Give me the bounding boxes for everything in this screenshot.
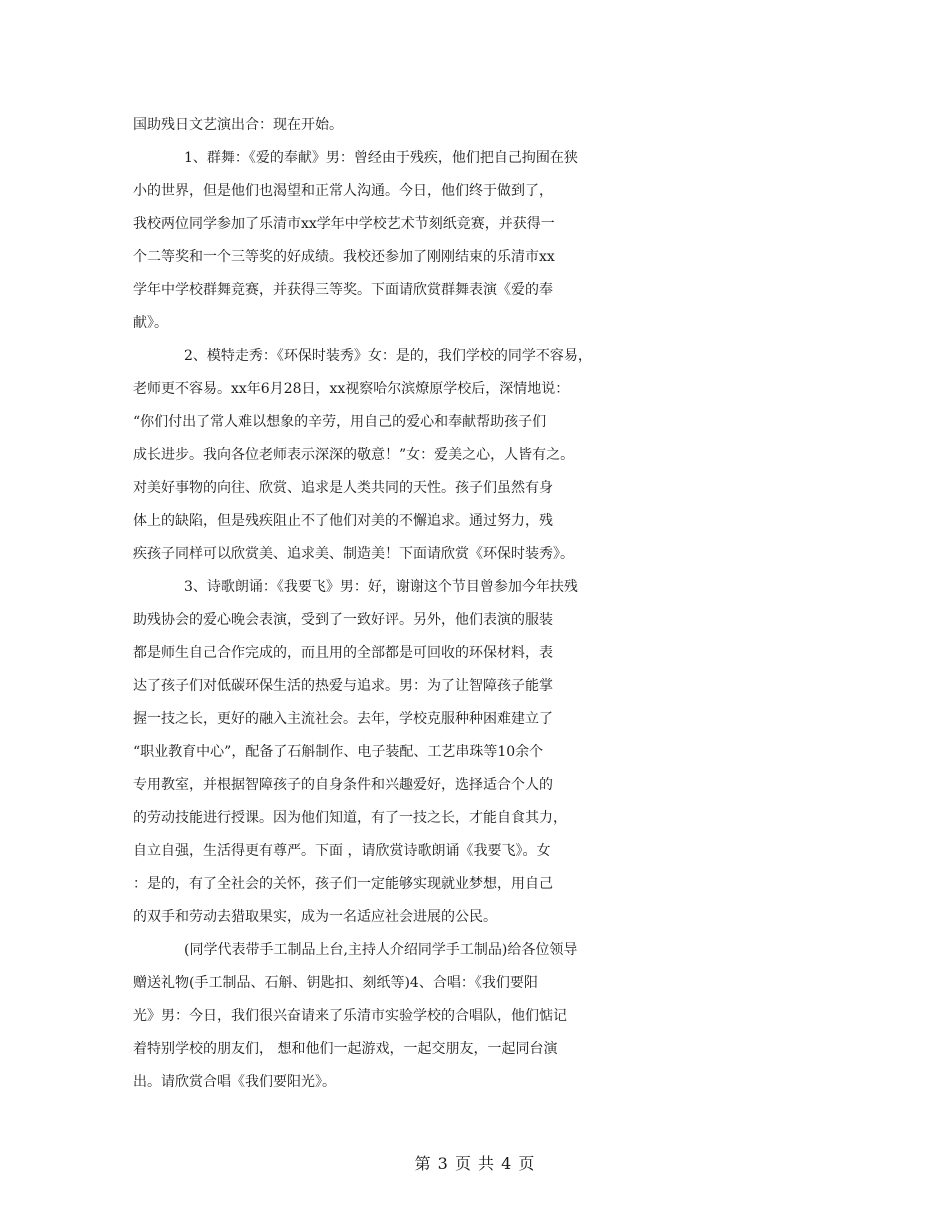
text-line: 都是师生自己合作完成的，而且用的全部都是可回收的环保材料，表 (133, 645, 553, 661)
text-line: 个二等奖和一个三等奖的好成绩。我校还参加了刚刚结束的乐清市xx (133, 249, 555, 265)
text-line: 我校两位同学参加了乐清市xx学年中学校艺术节刻纸竞赛，并获得一 (133, 216, 555, 232)
text-line: 献》。 (133, 315, 168, 331)
text-line: 小的世界，但是他们也渴望和正常人沟通。今日，他们终于做到了， (133, 183, 553, 199)
text-line: 助残协会的爱心晚会表演，受到了一致好评。另外，他们表演的服装 (133, 612, 553, 628)
text-line: 2、模特走秀：《环保时装秀》女：是的，我们学校的同学不容易， (184, 348, 592, 364)
text-line: 1、群舞：《爱的奉献》男：曾经由于残疾，他们把自己拘囿在狭 (184, 150, 578, 166)
text-line: 疾孩子同样可以欣赏美、追求美、制造美！下面请欣赏《环保时装秀》。 (133, 546, 574, 562)
text-line: 的双手和劳动去猎取果实，成为一名适应社会进展的公民。 (133, 909, 497, 925)
text-line: “你们付出了常人难以想象的辛劳，用自己的爱心和奉献帮助孩子们 (133, 414, 547, 430)
text-line: 的劳动技能进行授课。因为他们知道，有了一技之长，才能自食其力， (133, 810, 567, 826)
text-line: 3、诗歌朗诵：《我要飞》男：好，谢谢这个节目曾参加今年扶残 (184, 579, 578, 595)
text-line: 专用教室，并根据智障孩子的自身条件和兴趣爱好，选择适合个人的 (133, 777, 553, 793)
text-line: “职业教育中心”，配备了石斛制作、电子装配、工艺串珠等10余个 (133, 744, 544, 760)
text-line: 赠送礼物(手工制品、石斛、钥匙扣、刻纸等)4、合唱：《我们要阳 (133, 975, 538, 991)
text-line: (同学代表带手工制品上台,主持人介绍同学手工制品)给各位领导 (184, 942, 578, 958)
text-line: 体上的缺陷，但是残疾阻止不了他们对美的不懈追求。通过努力，残 (133, 513, 553, 529)
page-number-footer: 第 3 页 共 4 页 (414, 1154, 536, 1173)
text-line: 国助残日文艺演出合：现在开始。 (133, 117, 343, 133)
text-line: 学年中学校群舞竞赛，并获得三等奖。下面请欣赏群舞表演《爱的奉 (133, 282, 553, 298)
text-line: 光》男：今日，我们很兴奋请来了乐清市实验学校的合唱队，他们惦记 (133, 1008, 567, 1024)
text-line: 老师更不容易。xx年6月28日，xx视察哈尔滨燎原学校后，深情地说： (133, 381, 570, 397)
text-line: 自立自强，生活得更有尊严。下面 ，请欣赏诗歌朗诵《我要飞》。女 (133, 843, 551, 859)
text-line: 达了孩子们对低碳环保生活的热爱与追求。男：为了让智障孩子能掌 (133, 678, 553, 694)
text-line: 出。请欣赏合唱《我们要阳光》。 (133, 1074, 336, 1090)
text-line: 着特别学校的朋友们， 想和他们一起游戏，一起交朋友，一起同台演 (133, 1041, 558, 1057)
text-line: 成长进步。我向各位老师表示深深的敬意！”女：爱美之心，人皆有之。 (133, 447, 575, 463)
text-line: 握一技之长，更好的融入主流社会。去年，学校克服种种困难建立了 (133, 711, 553, 727)
text-line: ：是的，有了全社会的关怀，孩子们一定能够实现就业梦想，用自己 (133, 876, 553, 892)
text-line: 对美好事物的向往、欣赏、追求是人类共同的天性。孩子们虽然有身 (133, 480, 553, 496)
